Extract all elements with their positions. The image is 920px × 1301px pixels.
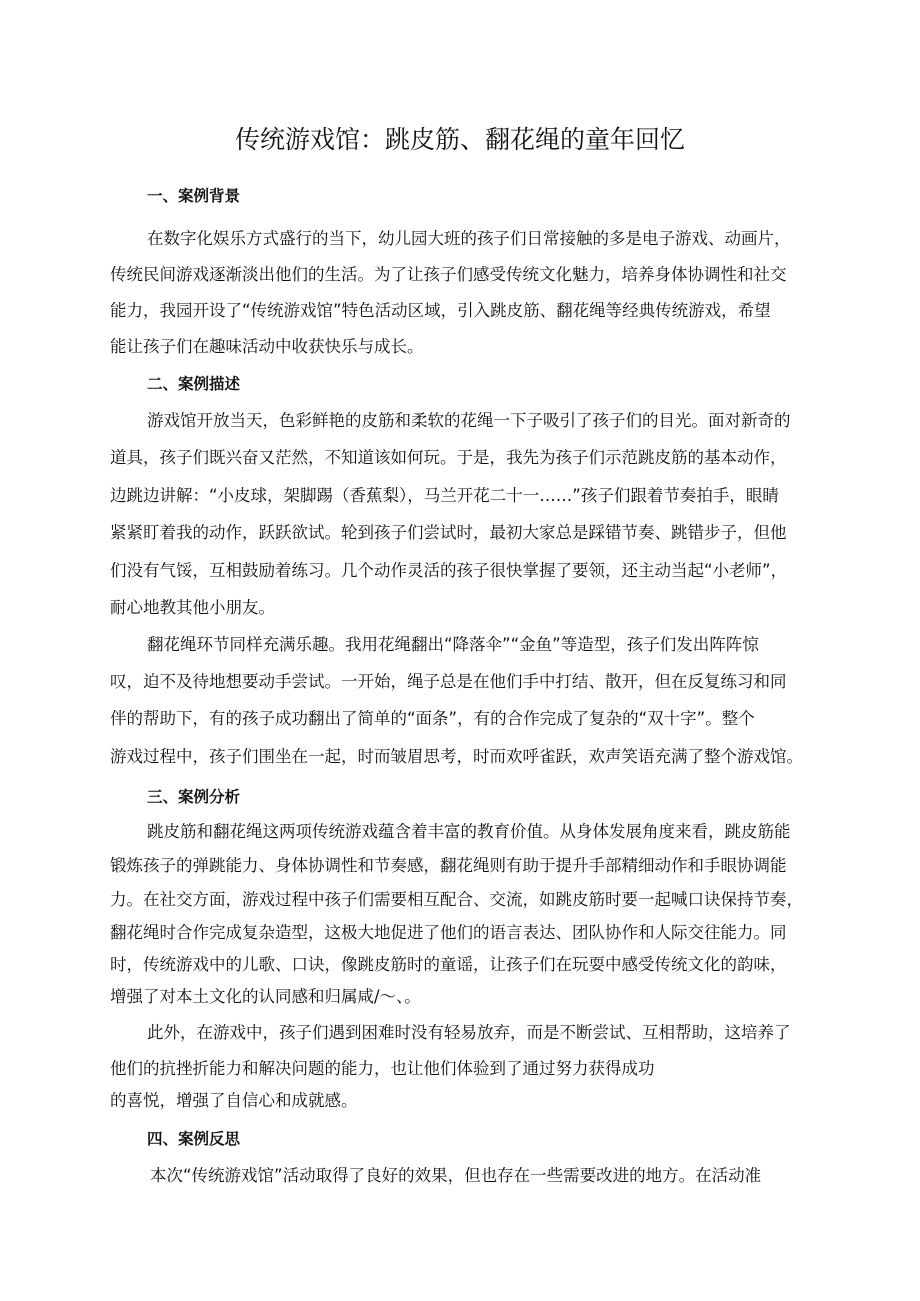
paragraph-line: 传统民间游戏逐渐淡出他们的生活。为了让孩子们感受传统文化魅力，培养身体协调性和社交 — [110, 265, 787, 284]
paragraph-line: 游戏过程中，孩子们围坐在一起，时而皱眉思考，时而欢呼雀跃，欢声笑语充满了整个游戏馆。 — [110, 747, 803, 766]
paragraph-line: 时，传统游戏中的儿歌、口诀，像跳皮筋时的童谣，让孩子们在玩耍中感受传统文化的韵味， — [110, 955, 787, 974]
paragraph-line: 他们的抗挫折能力和解决问题的能力，也让他们体验到了通过努力获得成功 — [110, 1059, 655, 1078]
paragraph-line: 们没有气馁，互相鼓励着练习。几个动作灵活的孩子很快掌握了要领，还主动当起“小老师”， — [110, 561, 788, 580]
section-heading-background: 一、案例背景 — [147, 187, 241, 205]
paragraph-line: 翻花绳环节同样充满乐趣。我用花绳翻出“降落伞”“金鱼”等造型，孩子们发出阵阵惊 — [147, 635, 759, 654]
paragraph-line: 增强了对本土文化的认同感和归属咸/〜、。 — [110, 987, 421, 1006]
paragraph-line: 道具，孩子们既兴奋又茫然，不知道该如何玩。于是，我先为孩子们示范跳皮筋的基本动作， — [110, 448, 787, 467]
paragraph-line: 跳皮筋和翻花绳这两项传统游戏蕴含着丰富的教育价值。从身体发展角度来看，跳皮筋能 — [147, 822, 791, 841]
section-heading-reflection: 四、案例反思 — [147, 1130, 241, 1148]
paragraph-line: 锻炼孩子的弹跳能力、身体协调性和节奏感，翻花绳则有助于提升手部精细动作和手眼协调能 — [110, 856, 787, 875]
paragraph-line: 伴的帮助下，有的孩子成功翻出了简单的“面条”，有的合作完成了复杂的“双十字”。整个 — [110, 709, 755, 728]
paragraph-line: 边跳边讲解：“小皮球，架脚踢（香蕉梨），马兰开花二十一……”孩子们跟着节奏拍手，眼睛 — [110, 486, 779, 505]
paragraph-line: 游戏馆开放当天，色彩鲜艳的皮筋和柔软的花绳一下子吸引了孩子们的目光。面对新奇的 — [147, 411, 791, 430]
paragraph-line: 能力，我园开设了“传统游戏馆”特色活动区域，引入跳皮筋、翻花绳等经典传统游戏，希望 — [110, 301, 771, 320]
page-title: 传统游戏馆：跳皮筋、翻花绳的童年回忆 — [234, 125, 685, 154]
paragraph-line: 耐心地教其他小朋友。 — [110, 598, 275, 617]
paragraph-line: 翻花绳时合作完成复杂造型，这极大地促进了他们的语言表达、团队协作和人际交往能力。同 — [110, 923, 787, 942]
section-heading-analysis: 三、案例分析 — [147, 788, 241, 806]
paragraph-line: 在数字化娱乐方式盛行的当下，幼儿园大班的孩子们日常接触的多是电子游戏、动画片， — [147, 229, 791, 248]
paragraph-line: 的喜悦，增强了自信心和成就感。 — [110, 1091, 358, 1110]
paragraph-line: 紧紧盯着我的动作，跃跃欲试。轮到孩子们尝试时，最初大家总是踩错节奏、跳错步子，但他 — [110, 523, 787, 542]
paragraph-line: 本次“传统游戏馆”活动取得了良好的效果，但也存在一些需要改进的地方。在活动准 — [150, 1166, 762, 1185]
section-heading-description: 二、案例描述 — [147, 375, 241, 393]
paragraph-line: 叹，迫不及待地想要动手尝试。一开始，绳子总是在他们手中打结、散开，但在反复练习和同 — [110, 672, 787, 691]
paragraph-line: 能让孩子们在趣味活动中收获快乐与成长。 — [110, 337, 424, 356]
paragraph-line: 此外，在游戏中，孩子们遇到困难时没有轻易放弃，而是不断尝试、互相帮助，这培养了 — [147, 1023, 791, 1042]
paragraph-line: 力。在社交方面，游戏过程中孩子们需要相互配合、交流，如跳皮筋时要一起喊口诀保持节奏， — [110, 890, 803, 909]
